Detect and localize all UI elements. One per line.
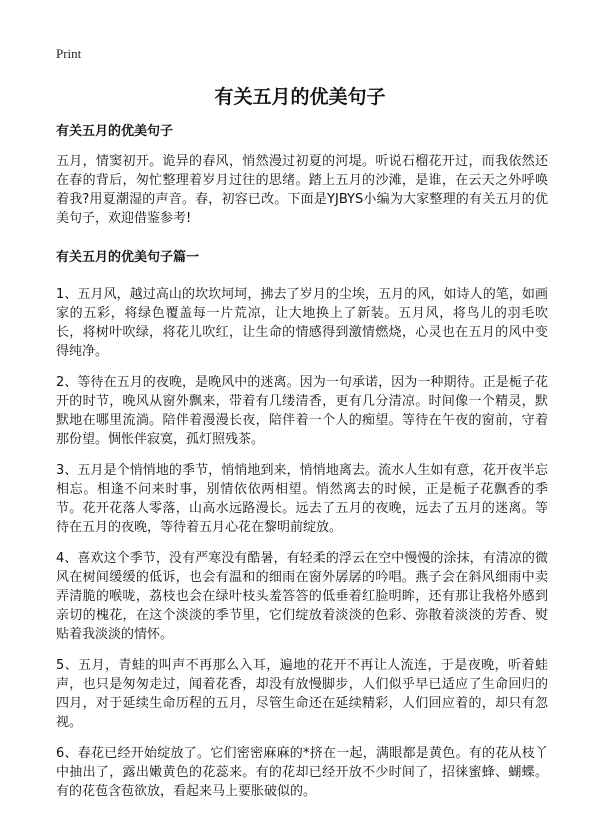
paragraph-6: 6、春花已经开始绽放了。它们密密麻麻的*挤在一起，满眼都是黄色。有的花从枝丫中抽出了，露出嫩黄色的花蕊来。有的花却已经开放不少时间了，招徕蜜蜂、蝴蝶。有的花苞含苞欲放，看起来马上要胀破似的。	[56, 746, 548, 799]
intro-paragraph: 五月，情窦初开。诡异的春风，悄然漫过初夏的河堤。听说石榴花开过，而我依然还在春的背后，匆忙整理着岁月过往的思绪。踏上五月的沙滩，是谁，在云天之外呼唤着我?用夏潮湿的声音。春，初容已改。下面是YJBYS小编为大家整理的有关五月的优美句子，欢迎借鉴参考!	[56, 154, 548, 226]
paragraph-2: 2、等待在五月的夜晚，是晚风中的迷离。因为一句承诺，因为一种期待。正是栀子花开的时节，晚风从窗外飘来，带着有几缕清香，更有几分清凉。时间像一个精灵，默默地在哪里流淌。陪伴着漫漫长夜，陪伴着一个人的痴望。等待在午夜的窗前，守着那份望。惆怅伴寂寞，孤灯照残茶。	[56, 375, 548, 447]
paragraph-3: 3、五月是个悄悄地的季节，悄悄地到来，悄悄地离去。流水人生如有意，花开夜半忘相忘。相逢不问来时事，别情依依两相望。悄然离去的时候，正是栀子花飘香的季节。花开花落人零落，山高水远路漫长。远去了五月的夜晚，远去了五月的迷离。等待在五月的夜晚，等待着五月心花在黎明前绽放。	[56, 463, 548, 535]
section-heading: 有关五月的优美句子篇一	[56, 250, 200, 265]
print-link[interactable]: Print	[56, 46, 82, 61]
article-body	[56, 152, 548, 813]
paragraph-5: 5、五月，青蛙的叫声不再那么入耳，遍地的花开不再让人流连，于是夜晚，听着蛙声，也只是匆匆走过，闻着花香，却没有放慢脚步，人们似乎早已适应了生命回归的四月，对于延续生命历程的五月，尽管生命还在延续精彩，人们回应着的，却只有忽视。	[56, 658, 548, 730]
paragraph-1: 1、五月风，越过高山的坎坎坷坷，拂去了岁月的尘埃，五月的风，如诗人的笔，如画家的五彩，将绿色覆盖每一片荒凉，让大地换上了新装。五月风，将鸟儿的羽毛吹长，将树叶吹绿，将花儿吹红，让生命的情感得到激情燃烧，心灵也在五月的风中变得纯净。	[56, 287, 548, 359]
page-title: 有关五月的优美句子	[214, 86, 386, 108]
paragraph-4: 4、喜欢这个季节，没有严寒没有酷暑，有轻柔的浮云在空中慢慢的涂抹，有清凉的微风在树间缓缓的低诉，也会有温和的细雨在窗外孱孱的吟唱。燕子会在斜风细雨中卖弄清脆的喉咙，荔枝也会在绿叶枝头羞答答的低垂着红脸明眸，还有那让我格外感到亲切的槐花，在这个淡淡的季节里，它们绽放着淡淡的色彩、弥散着淡淡的芳香、熨贴着我淡淡的情怀。	[56, 551, 548, 642]
document-subtitle: 有关五月的优美句子	[56, 124, 174, 139]
